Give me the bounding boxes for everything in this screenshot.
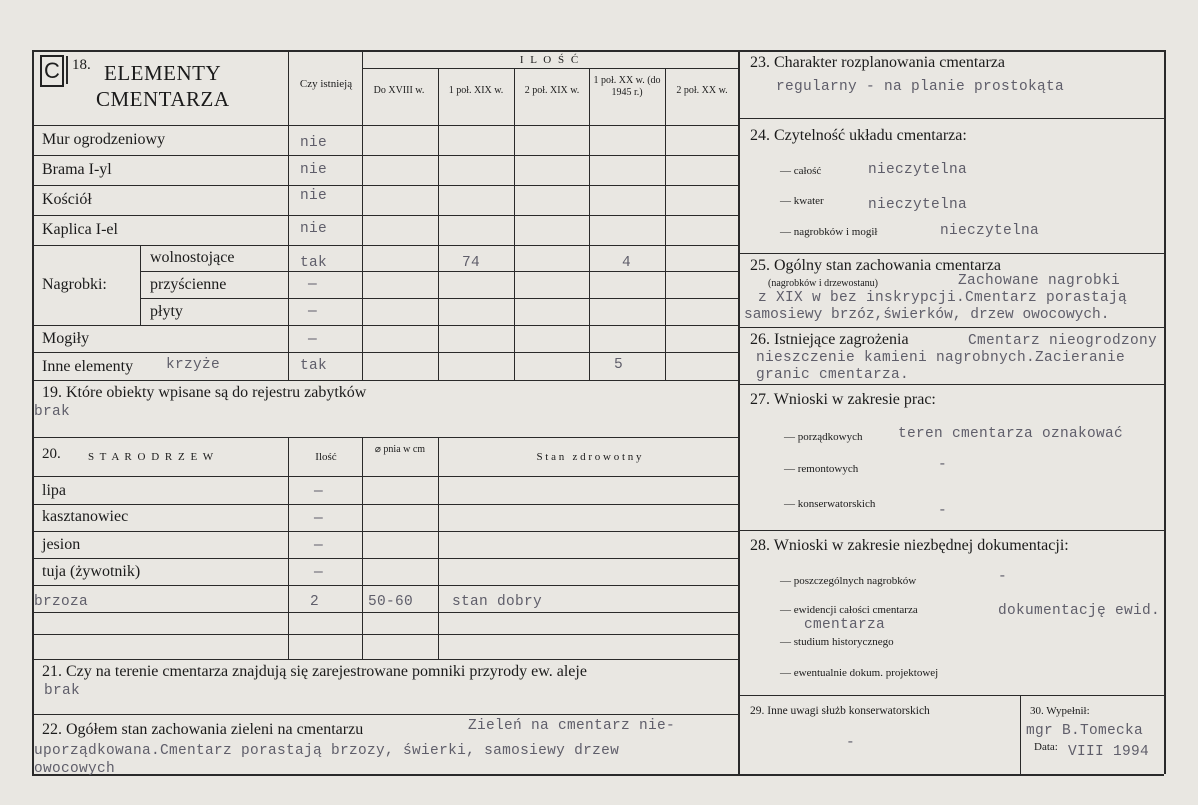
section-21-value: brak	[44, 683, 81, 699]
item-value: nieczytelna	[868, 162, 968, 178]
row-sublabel: przyścienne	[150, 276, 227, 293]
frame-top	[32, 50, 1164, 52]
grid-line	[738, 253, 1164, 254]
grid-line	[32, 585, 738, 586]
count-value: 74	[462, 255, 481, 271]
grid-line	[32, 714, 738, 715]
item-value: -	[998, 569, 1008, 585]
grid-line	[362, 437, 363, 659]
grid-line	[32, 558, 738, 559]
grid-line	[32, 215, 738, 216]
grid-line	[738, 327, 1164, 328]
grid-line	[32, 380, 738, 381]
column-exists-header: Czy istnieją	[299, 78, 353, 90]
exists-value: —	[308, 332, 318, 348]
row-sublabel: płyty	[150, 303, 183, 320]
section-22-line1: Zieleń na cmentarz nie-	[468, 718, 676, 734]
section-26-line1: Cmentarz nieogrodzony	[968, 333, 1158, 349]
grid-line	[140, 271, 738, 272]
section-25-line3: samosiewy brzóz,świerków, drzew owocowych.	[744, 307, 1110, 323]
grid-line	[665, 68, 666, 380]
section-22-line2: uporządkowana.Cmentarz porastają brzozy, świerki, samosiewy drzew	[34, 743, 620, 759]
item-value: nieczytelna	[868, 197, 968, 213]
frame-right	[1164, 50, 1166, 774]
exists-value: —	[308, 277, 318, 293]
grid-line	[32, 437, 738, 438]
tree-state-header: S t a n z d r o w o t n y	[536, 451, 642, 463]
period-header: 1 poł. XX w. (do 1945 r.)	[593, 75, 661, 98]
section-26-line3: granic cmentarza.	[756, 367, 910, 383]
grid-line	[1020, 695, 1021, 774]
item-value: dokumentację ewid.	[998, 603, 1161, 619]
section-25-line2: z XIX w bez inskrypcji.Cmentarz porastają	[758, 290, 1128, 306]
item-label: — kwater	[780, 195, 824, 207]
section-30-date: VIII 1994	[1068, 744, 1150, 760]
tree-diameter-header: ⌀ pnia w cm	[374, 444, 426, 455]
frame-bottom	[32, 774, 1164, 776]
grid-line	[362, 50, 363, 380]
exists-value: tak	[300, 255, 328, 271]
section-26-line2: nieszczenie kamieni nagrobnych.Zacieranie	[756, 350, 1126, 366]
grid-line	[32, 476, 738, 477]
section-21-title: 21. Czy na terenie cmentarza znajdują się zarejestrowane pomniki przyrody ew. aleje	[42, 663, 587, 680]
section-22-line3: owocowych	[34, 761, 116, 777]
period-header: 1 poł. XIX w.	[448, 85, 504, 96]
item-label: — konserwatorskich	[784, 498, 876, 510]
period-header: Do XVIII w.	[373, 85, 425, 96]
tree-diameter: 50-60	[368, 594, 414, 610]
item-label: — studium historycznego	[780, 636, 894, 648]
typed-value: krzyże	[166, 357, 221, 373]
grid-line	[288, 437, 289, 659]
row-sublabel: wolnostojące	[150, 249, 235, 266]
grid-line	[32, 352, 738, 353]
row-label: Mogiły	[42, 330, 90, 347]
section-28-title: 28. Wnioski w zakresie niezbędnej dokumentacji:	[750, 537, 1069, 554]
grid-line	[32, 659, 738, 660]
row-label: Mur ogrodzeniowy	[42, 131, 166, 148]
column-divider	[738, 50, 740, 774]
section-29-value: -	[846, 735, 856, 751]
section-23-value: regularny - na planie prostokąta	[776, 79, 1065, 95]
tree-name: jesion	[42, 536, 81, 553]
section-20-title: S T A R O D R Z E W	[88, 451, 215, 463]
section-24-title: 24. Czytelność układu cmentarza:	[750, 127, 967, 144]
section-25-subtitle: (nagrobków i drzewostanu)	[768, 278, 878, 289]
grid-line	[32, 504, 738, 505]
grid-line	[738, 118, 1164, 119]
item-value: teren cmentarza oznakować	[898, 426, 1124, 442]
exists-value: nie	[300, 221, 328, 237]
grid-line	[738, 695, 1164, 696]
item-label: — nagrobków i mogił	[780, 226, 878, 238]
item-label: — remontowych	[784, 463, 859, 475]
exists-value: nie	[300, 188, 328, 204]
grid-line	[32, 612, 738, 613]
quantity-header: I L O Ś Ć	[519, 54, 581, 66]
section-26-title: 26. Istniejące zagrożenia	[750, 331, 909, 348]
item-label: — całość	[780, 165, 822, 177]
nagrobki-label: Nagrobki:	[42, 276, 107, 293]
row-label: Kościół	[42, 191, 92, 208]
category-mark: C	[40, 55, 64, 87]
section-18-title-line1: ELEMENTY	[104, 61, 222, 85]
tree-count: 2	[310, 594, 320, 610]
tree-name: kasztanowiec	[42, 508, 129, 525]
item-label: — porządkowych	[784, 431, 863, 443]
item-value: -	[938, 503, 948, 519]
section-27-title: 27. Wnioski w zakresie prac:	[750, 391, 936, 408]
grid-line	[32, 185, 738, 186]
tree-count-header: Ilość	[315, 451, 337, 463]
section-23-title: 23. Charakter rozplanowania cmentarza	[750, 54, 1005, 71]
section-29-title: 29. Inne uwagi służb konserwatorskich	[750, 705, 930, 717]
grid-line	[32, 155, 738, 156]
period-header: 2 poł. XIX w.	[524, 85, 580, 96]
section-25-title: 25. Ogólny stan zachowania cmentarza	[750, 257, 1002, 274]
section-20-number: 20.	[42, 446, 61, 462]
item-label: — ewentualnie dokum. projektowej	[780, 667, 939, 679]
tree-name: tuja (żywotnik)	[42, 563, 141, 580]
item-label: — poszczególnych nagrobków	[780, 575, 917, 587]
section-30-title: 30. Wypełnił:	[1030, 705, 1090, 717]
exists-value: tak	[300, 358, 328, 374]
grid-line	[32, 531, 738, 532]
grid-line	[589, 68, 590, 380]
grid-line	[32, 325, 738, 326]
item-value: nieczytelna	[940, 223, 1040, 239]
tree-count: —	[314, 484, 324, 500]
grid-line	[32, 634, 738, 635]
section-18-title-line2: CMENTARZA	[96, 87, 230, 111]
section-18-number: 18.	[72, 57, 91, 73]
item-value: -	[938, 457, 948, 473]
item-value-continued: cmentarza	[804, 617, 886, 633]
grid-line	[288, 50, 289, 380]
tree-state: stan dobry	[452, 594, 543, 610]
mark-bar	[66, 56, 68, 84]
grid-line	[514, 68, 515, 380]
period-header: 2 poł. XX w.	[676, 85, 728, 96]
grid-line	[32, 245, 738, 246]
section-30-name: mgr B.Tomecka	[1026, 723, 1144, 739]
grid-line	[438, 68, 439, 380]
exists-value: nie	[300, 162, 328, 178]
row-label: Kaplica I-el	[42, 221, 118, 238]
section-19-title: 19. Które obiekty wpisane są do rejestru zabytków	[42, 384, 367, 401]
exists-value: —	[308, 304, 318, 320]
row-label: Brama I-yl	[42, 161, 112, 178]
section-22-title: 22. Ogółem stan zachowania zieleni na cmentarzu	[42, 721, 364, 738]
section-30-date-label: Data:	[1034, 741, 1058, 753]
grid-line	[140, 298, 738, 299]
tree-name: lipa	[42, 482, 66, 499]
grid-line	[738, 530, 1164, 531]
tree-name: brzoza	[34, 594, 89, 610]
count-value: 4	[622, 255, 632, 271]
count-value: 5	[614, 357, 624, 373]
grid-line	[362, 68, 738, 69]
tree-count: —	[314, 538, 324, 554]
section-19-value: brak	[34, 404, 71, 420]
tree-count: —	[314, 511, 324, 527]
exists-value: nie	[300, 135, 328, 151]
tree-count: —	[314, 565, 324, 581]
grid-line	[438, 437, 439, 659]
grid-line	[738, 384, 1164, 385]
row-label: Inne elementy	[42, 358, 134, 375]
section-25-line1: Zachowane nagrobki	[958, 273, 1121, 289]
grid-line	[32, 125, 738, 126]
grid-line	[140, 245, 141, 325]
item-label: — ewidencji całości cmentarza	[780, 604, 918, 616]
